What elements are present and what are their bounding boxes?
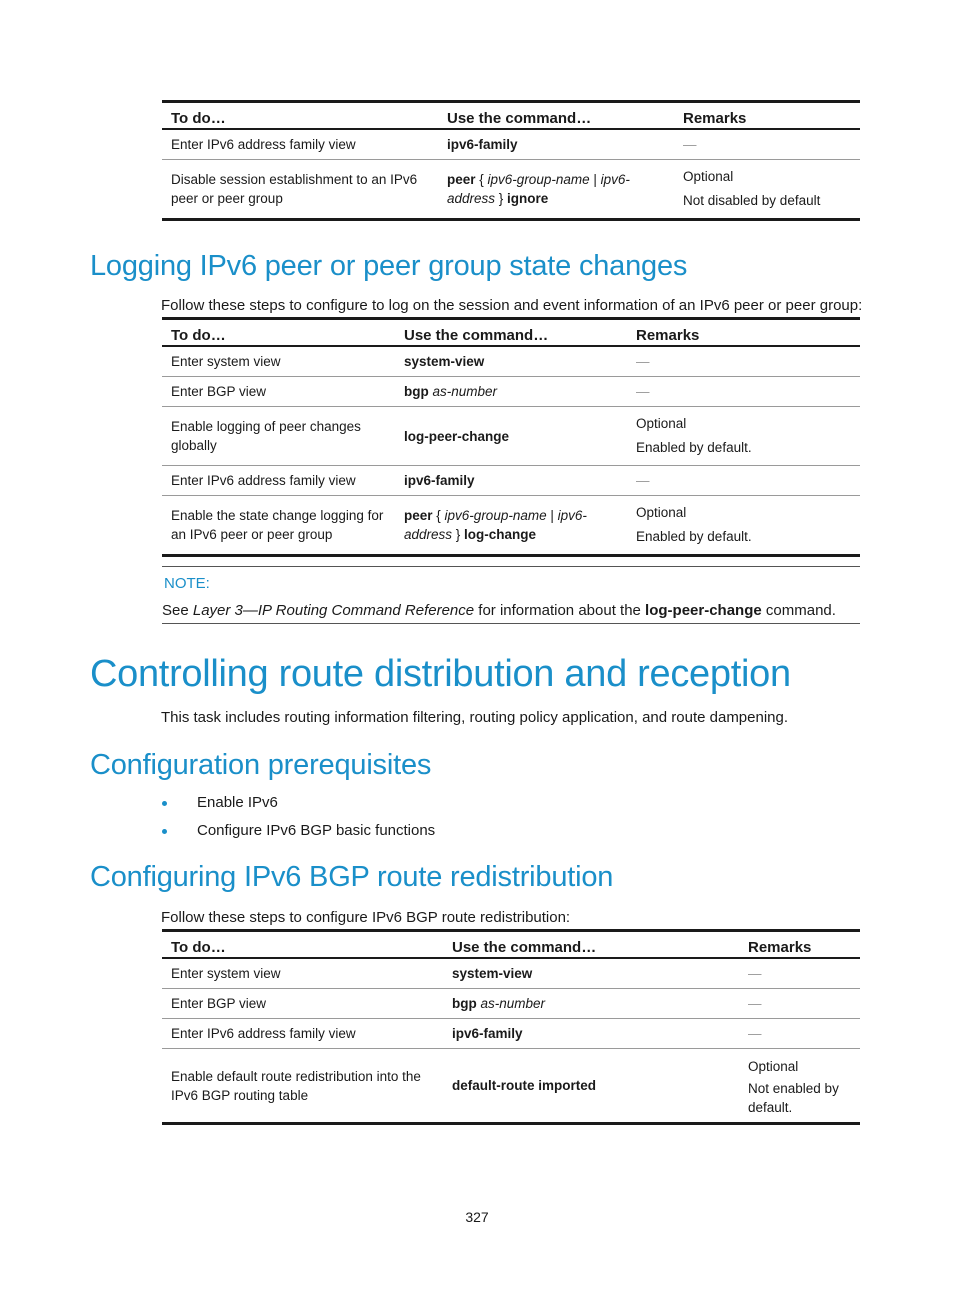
table-row [162, 496, 860, 556]
cell-todo: Enable the state change logging for an IPv6 peer or peer group [162, 496, 395, 556]
cell-todo: Enable default route redistribution into the IPv6 BGP routing table [162, 1049, 443, 1124]
table-row [162, 346, 860, 377]
cell-todo: Enter IPv6 address family view [162, 129, 438, 160]
page-number: 327 [465, 1209, 489, 1225]
command-table [162, 929, 860, 1125]
cell-todo: Enable logging of peer changes globally [162, 407, 395, 466]
cell-remark: — [627, 466, 860, 496]
note-box [162, 566, 860, 624]
table-row [162, 1049, 860, 1124]
header-command: Use the command… [395, 319, 627, 347]
cell-todo: Disable session establishment to an IPv6 peer or peer group [162, 160, 438, 220]
table-row [162, 129, 860, 160]
table-row [162, 160, 860, 220]
cell-todo: Enter BGP view [162, 377, 395, 407]
cell-remark: Optional Not enabled by default. [739, 1049, 860, 1124]
cell-remark: — [739, 1019, 860, 1049]
cell-todo: Enter BGP view [162, 989, 443, 1019]
cell-command: system-view [395, 346, 627, 377]
cell-command: bgp as-number [443, 989, 739, 1019]
cell-command: peer { ipv6-group-name | ipv6-address } ignore [438, 160, 674, 220]
chapter-intro: This task includes routing information filtering, routing policy application, and route dampening. [161, 709, 789, 726]
cell-todo: Enter system view [162, 958, 443, 989]
header-command: Use the command… [438, 102, 674, 130]
note-text: See Layer 3—IP Routing Command Reference for information about the log-peer-change command. [162, 602, 836, 619]
cell-command: peer { ipv6-group-name | ipv6-address } log-change [395, 496, 627, 556]
header-remarks: Remarks [674, 102, 860, 130]
header-remarks: Remarks [627, 319, 860, 347]
cell-command: bgp as-number [395, 377, 627, 407]
section-heading-logging: Logging IPv6 peer or peer group state changes [90, 250, 688, 282]
table-header-row [162, 319, 860, 347]
cell-todo: Enter system view [162, 346, 395, 377]
list-item: Configure IPv6 BGP basic functions [162, 821, 562, 849]
chapter-heading: Controlling route distribution and reception [90, 653, 791, 695]
cell-remark: — [739, 958, 860, 989]
cell-remark: — [739, 989, 860, 1019]
header-todo: To do… [162, 319, 395, 347]
table-route-redistribution [162, 929, 860, 1125]
section-intro-logging: Follow these steps to configure to log on the session and event information of an IPv6 peer or peer group: [161, 297, 863, 314]
table-row [162, 407, 860, 466]
bullet-icon [162, 829, 167, 834]
note-label: NOTE: [164, 575, 210, 592]
table-logging-peer-changes [162, 317, 860, 557]
table-row [162, 989, 860, 1019]
table-disable-session [162, 100, 860, 221]
cell-remark: — [627, 346, 860, 377]
header-remarks: Remarks [739, 931, 860, 959]
section-heading-redistribution: Configuring IPv6 BGP route redistribution [90, 861, 614, 893]
bullet-icon [162, 801, 167, 806]
cell-todo: Enter IPv6 address family view [162, 466, 395, 496]
table-row [162, 1019, 860, 1049]
cell-command: system-view [443, 958, 739, 989]
header-command: Use the command… [443, 931, 739, 959]
cell-command: ipv6-family [443, 1019, 739, 1049]
table-row [162, 377, 860, 407]
cell-todo: Enter IPv6 address family view [162, 1019, 443, 1049]
cell-remark: Optional Enabled by default. [627, 407, 860, 466]
cell-remark: Optional Not disabled by default [674, 160, 860, 220]
cell-command: ipv6-family [395, 466, 627, 496]
header-todo: To do… [162, 102, 438, 130]
section-intro-redistribution: Follow these steps to configure IPv6 BGP route redistribution: [161, 909, 571, 926]
cell-remark: — [627, 377, 860, 407]
table-row [162, 466, 860, 496]
header-todo: To do… [162, 931, 443, 959]
section-heading-prerequisites: Configuration prerequisites [90, 749, 432, 781]
table-header-row [162, 931, 860, 959]
table-row [162, 958, 860, 989]
cell-command: log-peer-change [395, 407, 627, 466]
prerequisites-list [162, 793, 562, 849]
cell-remark: — [674, 129, 860, 160]
command-table [162, 100, 860, 221]
cell-remark: Optional Enabled by default. [627, 496, 860, 556]
table-header-row [162, 102, 860, 130]
list-item: Enable IPv6 [162, 793, 562, 821]
command-table [162, 317, 860, 557]
cell-command: ipv6-family [438, 129, 674, 160]
cell-command: default-route imported [443, 1049, 739, 1124]
